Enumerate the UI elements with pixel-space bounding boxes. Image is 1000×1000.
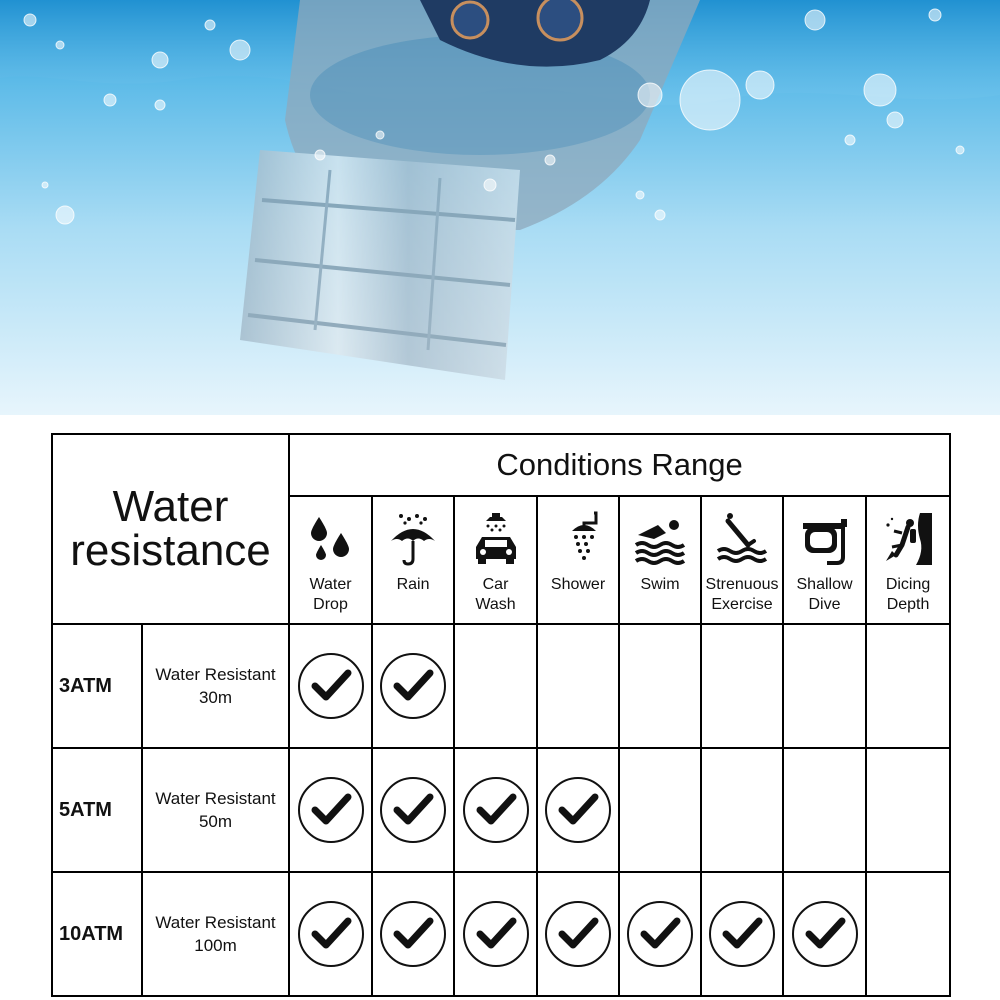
check-cell <box>537 748 619 872</box>
check-cell <box>372 624 454 748</box>
check-circle-icon <box>373 651 453 721</box>
check-circle-icon <box>455 775 536 845</box>
condition-rain <box>372 496 454 624</box>
check-cell <box>866 624 950 748</box>
condition-label-line1: Strenuous <box>705 576 779 593</box>
check-cell <box>372 872 454 996</box>
condition-swim <box>619 496 701 624</box>
check-circle-icon <box>702 899 782 969</box>
description-line1: Water Resistant <box>155 789 276 808</box>
condition-label <box>702 575 782 615</box>
check-cell <box>454 748 537 872</box>
check-circle-icon <box>784 899 865 969</box>
title-line-2: resistance <box>70 526 271 575</box>
car-wash-icon <box>455 497 536 567</box>
check-cell <box>701 872 783 996</box>
description-line2: 30m <box>198 688 233 707</box>
condition-label-line1: Water <box>309 576 352 593</box>
condition-shallow <box>783 496 866 624</box>
water-resistance-table <box>51 433 951 997</box>
check-cell <box>619 624 701 748</box>
check-circle-icon <box>373 775 453 845</box>
condition-shower <box>537 496 619 624</box>
condition-label <box>784 575 865 615</box>
check-cell <box>289 624 372 748</box>
check-circle-icon <box>538 899 618 969</box>
condition-label-line2: Wash <box>475 596 516 613</box>
watch-underwater-illustration <box>0 0 1000 415</box>
title-line-1: Water <box>112 482 229 531</box>
check-cell <box>537 872 619 996</box>
condition-label-line1: Shower <box>550 576 606 593</box>
shower-icon <box>538 497 618 567</box>
condition-label-line1: Shallow <box>796 576 853 593</box>
condition-label-line2: Dive <box>808 596 841 613</box>
check-cell <box>289 872 372 996</box>
check-cell <box>866 872 950 996</box>
check-circle-icon <box>620 899 700 969</box>
check-cell <box>289 748 372 872</box>
check-cell <box>619 872 701 996</box>
atm-rating: 5ATM <box>52 748 142 872</box>
condition-label <box>538 575 618 595</box>
umbrella-rain-icon <box>373 497 453 567</box>
condition-car <box>454 496 537 624</box>
diving-board-icon <box>702 497 782 567</box>
condition-label <box>620 575 700 595</box>
condition-label-line1: Swim <box>640 576 680 593</box>
condition-label-line2: Depth <box>886 596 930 613</box>
atm-rating: 10ATM <box>52 872 142 996</box>
check-cell <box>701 624 783 748</box>
condition-label <box>867 575 949 615</box>
check-cell <box>537 624 619 748</box>
hero-watch-photo <box>0 0 1000 415</box>
condition-strenuous <box>701 496 783 624</box>
check-circle-icon <box>290 775 371 845</box>
check-circle-icon <box>290 899 371 969</box>
description-line2: 50m <box>198 812 233 831</box>
condition-water <box>289 496 372 624</box>
resistance-description <box>142 872 289 996</box>
atm-rating: 3ATM <box>52 624 142 748</box>
water-drop-icon <box>290 497 371 567</box>
watch-bracelet <box>240 150 520 380</box>
table-title <box>52 434 289 624</box>
check-cell <box>372 748 454 872</box>
condition-label-line2: Exercise <box>711 596 773 613</box>
condition-label <box>373 575 453 595</box>
description-line1: Water Resistant <box>155 665 276 684</box>
check-circle-icon <box>538 775 618 845</box>
check-cell <box>783 872 866 996</box>
check-circle-icon <box>373 899 453 969</box>
check-cell <box>866 748 950 872</box>
check-cell <box>701 748 783 872</box>
condition-dicing <box>866 496 950 624</box>
check-circle-icon <box>455 899 536 969</box>
condition-label <box>290 575 371 615</box>
swimmer-icon <box>620 497 700 567</box>
resistance-description <box>142 624 289 748</box>
description-line1: Water Resistant <box>155 913 276 932</box>
scuba-diver-icon <box>867 497 949 567</box>
condition-label-line2: Drop <box>313 596 348 613</box>
conditions-range-header: Conditions Range <box>289 434 950 496</box>
condition-label-line1: Car <box>482 576 509 593</box>
check-cell <box>454 624 537 748</box>
check-cell <box>619 748 701 872</box>
check-cell <box>783 748 866 872</box>
condition-label-line1: Dicing <box>885 576 931 593</box>
description-line2: 100m <box>194 936 237 955</box>
snorkel-mask-icon <box>784 497 865 567</box>
resistance-description <box>142 748 289 872</box>
check-cell <box>783 624 866 748</box>
check-cell <box>454 872 537 996</box>
check-circle-icon <box>290 651 371 721</box>
condition-label-line1: Rain <box>396 576 430 593</box>
condition-label <box>455 575 536 615</box>
